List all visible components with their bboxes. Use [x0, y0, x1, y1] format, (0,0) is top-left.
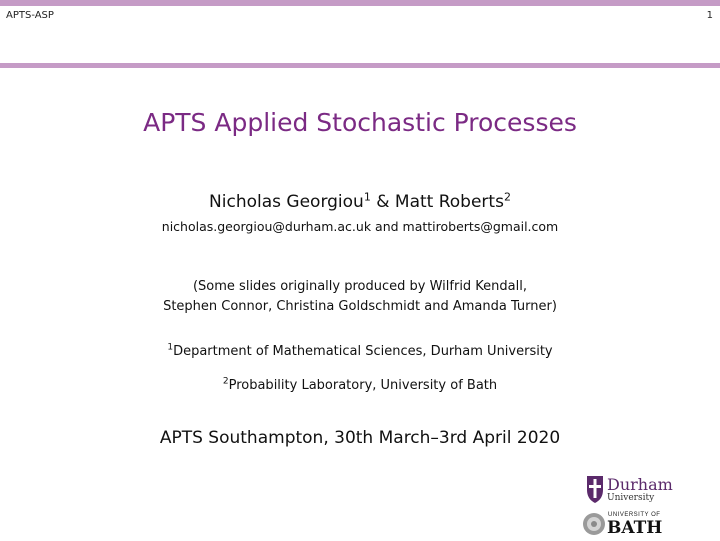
author-1: Nicholas Georgiou: [209, 192, 364, 212]
credits-note: [0, 277, 720, 317]
slide-title: APTS Applied Stochastic Processes: [143, 108, 577, 137]
durham-university-logo: [585, 473, 675, 507]
durham-subtitle: University: [607, 493, 655, 503]
durham-wordmark: Durham: [607, 475, 673, 494]
author-separator: &: [370, 192, 395, 212]
bath-crest-icon: [582, 510, 606, 538]
credits-line-2: Stephen Connor, Christina Goldschmidt and Amanda Turner): [163, 299, 557, 314]
author-1-mark: 1: [363, 190, 371, 204]
bath-top-text: UNIVERSITY OF: [608, 512, 661, 518]
affiliation-2: [0, 378, 720, 393]
authors-line: [0, 192, 720, 212]
affiliation-1-mark: 1: [167, 342, 174, 353]
author-2: Matt Roberts: [394, 192, 504, 212]
event-line: APTS Southampton, 30th March–3rd April 2020: [159, 428, 561, 448]
durham-crest-icon: [585, 474, 605, 504]
header-divider: [0, 63, 720, 68]
credits-line-1: (Some slides originally produced by Wilfrid Kendall,: [192, 279, 527, 294]
bath-wordmark: BATH: [607, 518, 663, 538]
top-accent-bar: [0, 0, 720, 6]
affiliation-1-text: Department of Mathematical Sciences, Durham University: [173, 344, 553, 359]
affiliation-1: [0, 344, 720, 359]
author-2-mark: 2: [503, 190, 511, 204]
affiliation-2-mark: 2: [222, 376, 229, 387]
university-of-bath-logo: [582, 510, 677, 540]
header-short-title: APTS-ASP: [6, 10, 54, 21]
author-emails: nicholas.georgiou@durham.ac.uk and mattiroberts@gmail.com: [161, 219, 559, 234]
affiliation-2-text: Probability Laboratory, University of Bath: [228, 378, 498, 393]
page-number: 1: [706, 10, 713, 21]
